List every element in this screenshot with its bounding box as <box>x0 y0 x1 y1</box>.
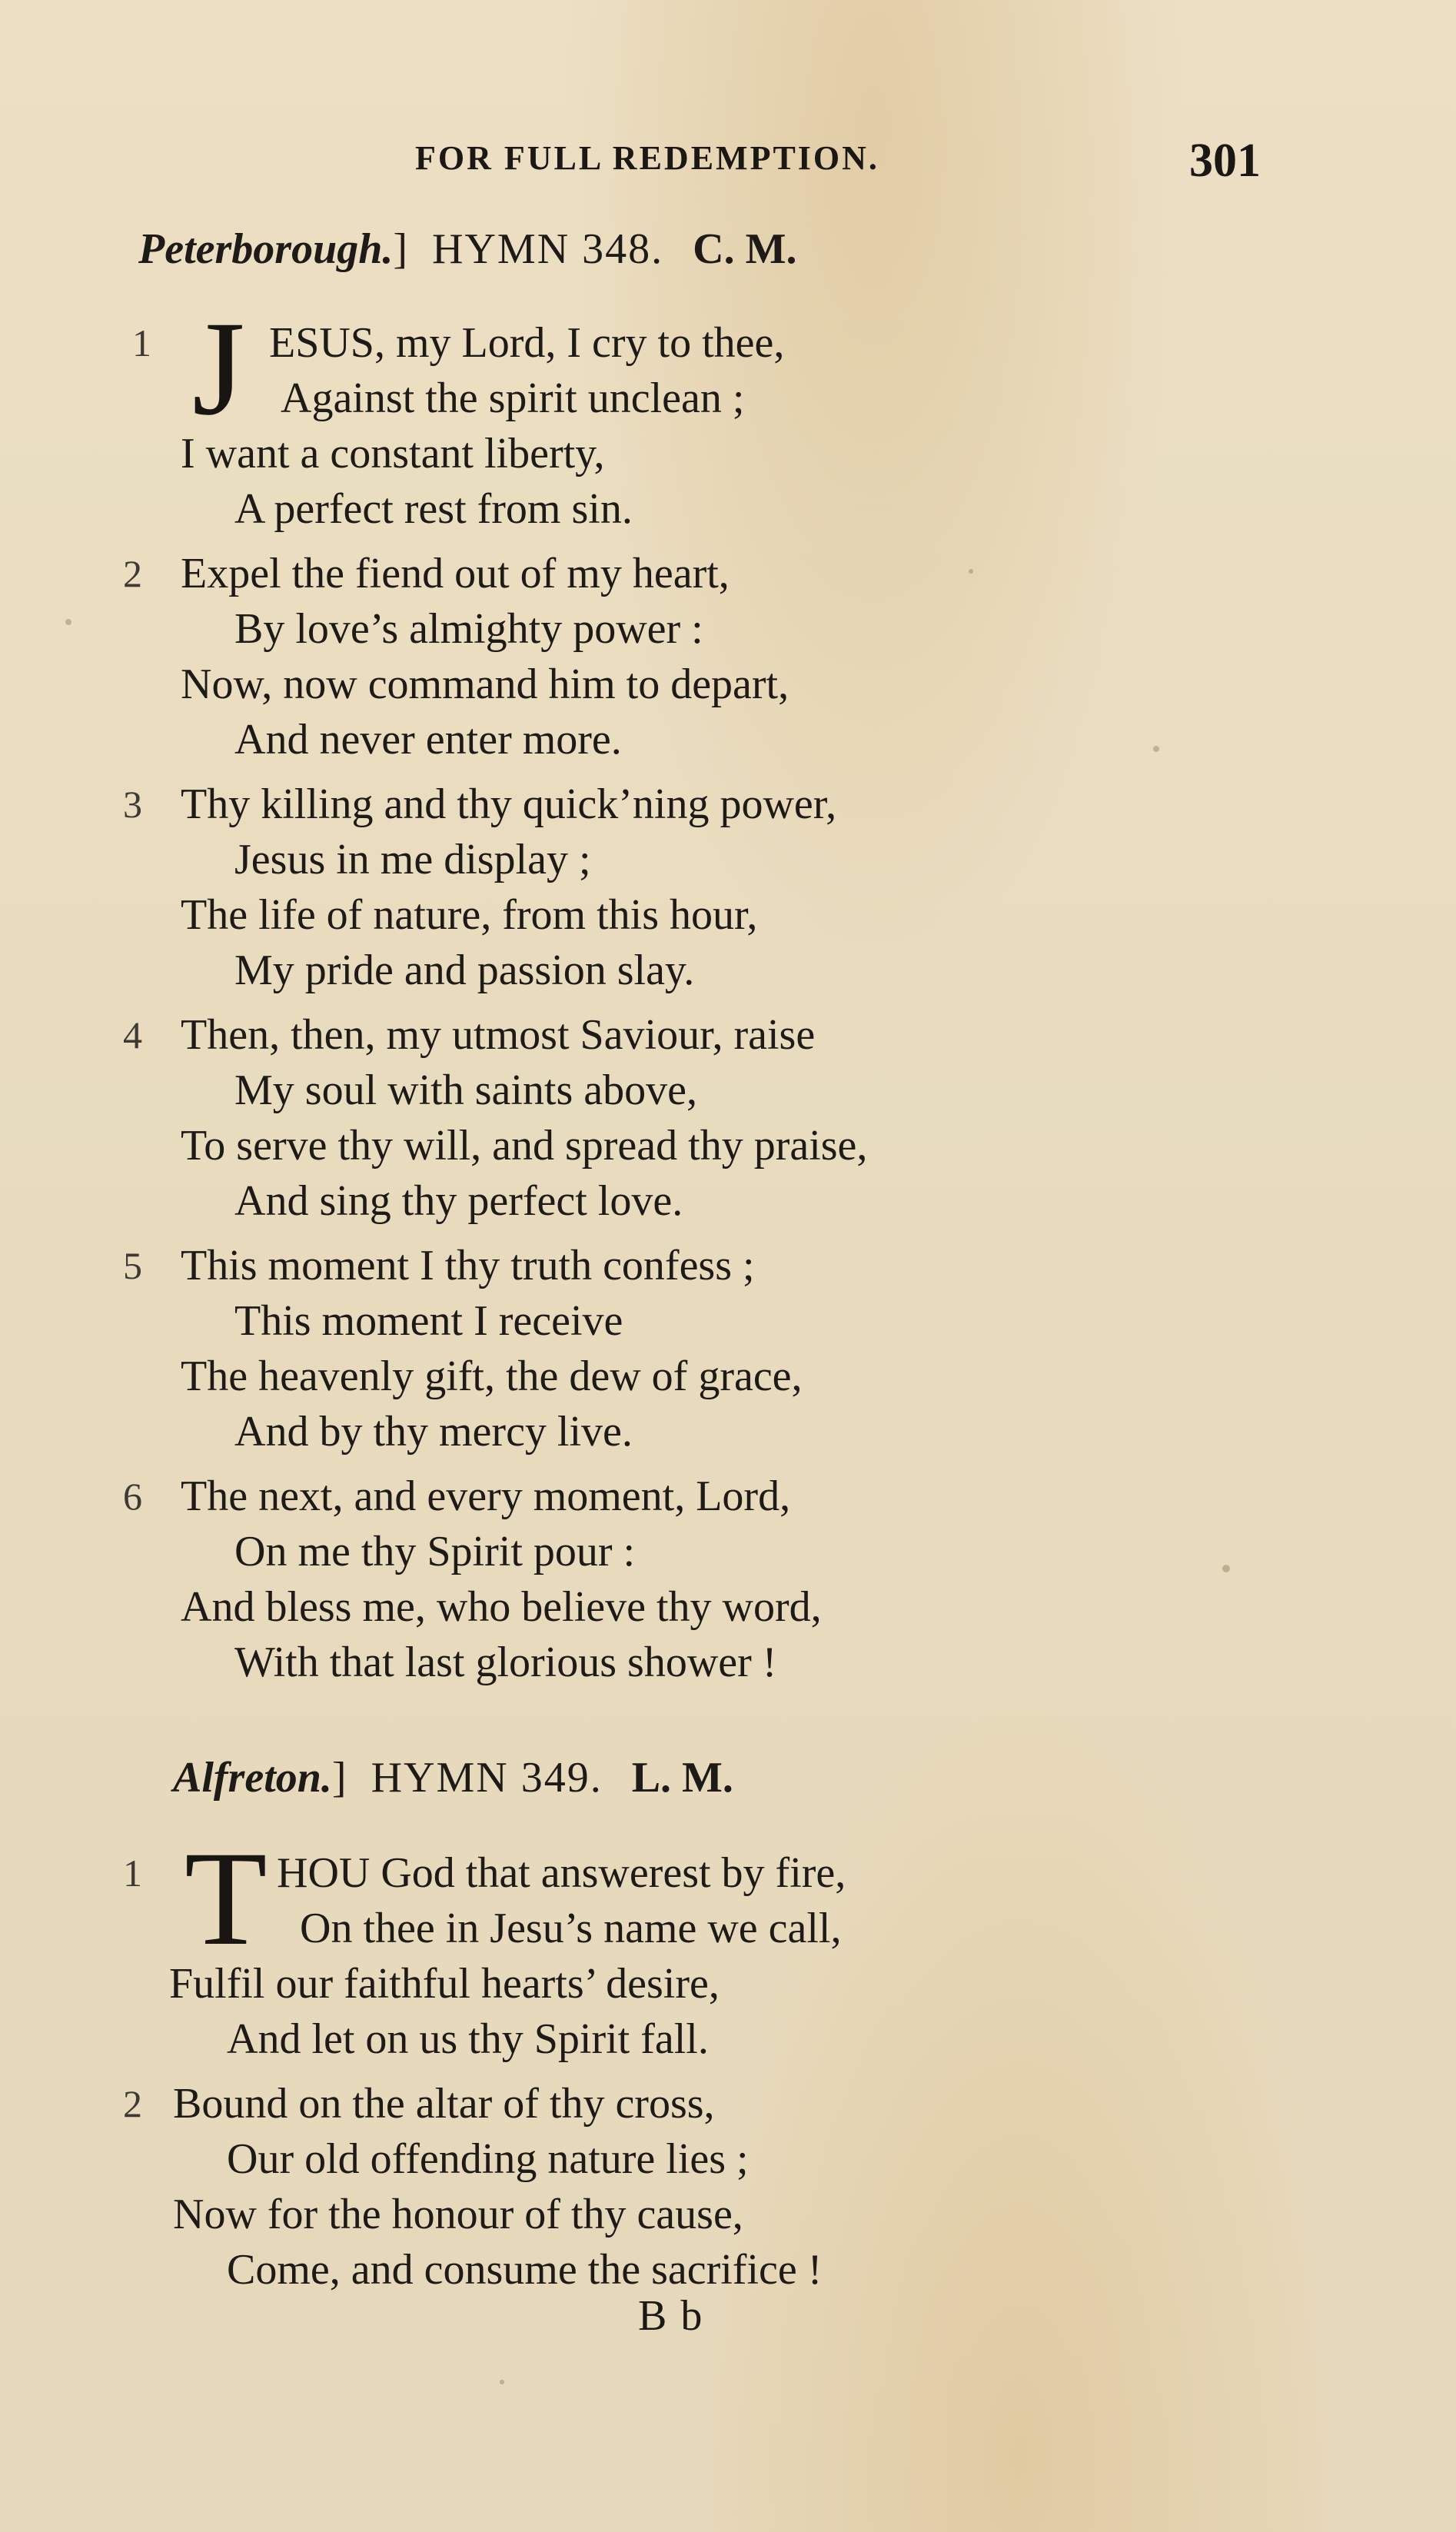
verse-line: And by thy mercy live. <box>234 1408 633 1456</box>
verse-line: Expel the fiend out of my heart, <box>181 550 730 597</box>
hymn-tune: Alfreton. <box>173 1754 332 1802</box>
stanza-number: 3 <box>123 783 142 826</box>
stanza-number: 2 <box>123 2082 142 2125</box>
paper-speck <box>1222 1565 1230 1572</box>
verse-line: My soul with saints above, <box>234 1066 697 1114</box>
hymn-348-heading <box>138 225 1215 278</box>
verse-line: Bound on the altar of thy cross, <box>173 2080 715 2128</box>
hymn-meter: C. M. <box>693 225 797 273</box>
verse-line: My pride and passion slay. <box>234 947 695 994</box>
hymn-bracket: ] <box>331 1754 347 1802</box>
verse-line: This moment I thy truth confess ; <box>181 1242 755 1289</box>
verse-line: Our old offending nature lies ; <box>227 2135 749 2183</box>
paper-speck <box>65 619 71 625</box>
verse-line: Against the spirit unclean ; <box>281 374 745 422</box>
verse-line: And let on us thy Spirit fall. <box>227 2015 709 2063</box>
hymn-348-stanza-1 <box>123 294 1122 546</box>
hymn-meter: L. M. <box>631 1754 733 1802</box>
verse-line: And bless me, who believe thy word, <box>181 1583 822 1631</box>
dropcap: T <box>184 1824 268 1974</box>
stanza-number: 1 <box>132 321 151 364</box>
stanza-number: 1 <box>123 1852 142 1895</box>
paper-speck <box>500 2380 504 2384</box>
verse-line: Now, now command him to depart, <box>181 660 789 708</box>
verse-line: To serve thy will, and spread thy praise, <box>181 1122 868 1170</box>
stanza-number: 4 <box>123 1013 142 1056</box>
verse-line: And never enter more. <box>234 716 622 764</box>
verse-line: ESUS, my Lord, I cry to thee, <box>269 319 785 367</box>
paper-speck <box>1153 746 1159 752</box>
verse-line: I want a constant liberty, <box>181 430 605 477</box>
verse-line: Thy killing and thy quick’ning power, <box>181 780 837 828</box>
verse-line: With that last glorious shower ! <box>234 1639 777 1686</box>
verse-line: Now for the honour of thy cause, <box>173 2191 743 2238</box>
verse-line: On me thy Spirit pour : <box>234 1528 636 1575</box>
verse-line: Jesus in me display ; <box>234 836 591 883</box>
verse-line: By love’s almighty power : <box>234 605 703 653</box>
stanza-number: 5 <box>123 1244 142 1287</box>
running-head <box>415 135 1261 192</box>
verse-line: The next, and every moment, Lord, <box>181 1472 791 1520</box>
hymn-number: HYMN 348. <box>432 225 664 273</box>
hymn-348-stanza-2 <box>123 546 1122 777</box>
verse-line: Then, then, my utmost Saviour, raise <box>181 1011 816 1059</box>
hymn-349-stanza-1 <box>123 1824 1122 2076</box>
dropcap-wrap <box>184 1824 277 1974</box>
verse-line: A perfect rest from sin. <box>234 485 633 533</box>
hymn-348-stanza-3 <box>123 777 1122 1007</box>
verse-line: On thee in Jesu’s name we call, <box>300 1905 842 1952</box>
verse-line: This moment I receive <box>234 1297 623 1345</box>
paper-speck <box>969 569 973 574</box>
stanza-number: 2 <box>123 552 142 595</box>
hymn-349-heading <box>173 1753 1249 1807</box>
running-title: FOR FULL REDEMPTION. <box>415 139 879 177</box>
dropcap: J <box>192 294 245 444</box>
hymn-348-stanza-5 <box>123 1238 1122 1469</box>
verse-line: The heavenly gift, the dew of grace, <box>181 1353 803 1400</box>
hymn-bracket: ] <box>393 225 408 273</box>
verse-line: And sing thy perfect love. <box>234 1177 683 1225</box>
verse-line: Fulfil our faithful hearts’ desire, <box>169 1960 720 2008</box>
verse-line: The life of nature, from this hour, <box>181 891 758 939</box>
hymn-349-stanza-2 <box>123 2076 1122 2307</box>
verse-line: Come, and consume the sacrifice ! <box>227 2246 823 2294</box>
hymn-348-stanza-6 <box>123 1469 1122 1699</box>
page-number: 301 <box>1189 135 1261 187</box>
hymn-number: HYMN 349. <box>371 1754 603 1802</box>
verse-line: HOU God that answerest by fire, <box>277 1849 846 1897</box>
stanza-number: 6 <box>123 1475 142 1518</box>
signature-mark: B b <box>638 2292 704 2340</box>
hymn-348-stanza-4 <box>123 1007 1122 1238</box>
hymn-tune: Peterborough. <box>138 225 394 273</box>
